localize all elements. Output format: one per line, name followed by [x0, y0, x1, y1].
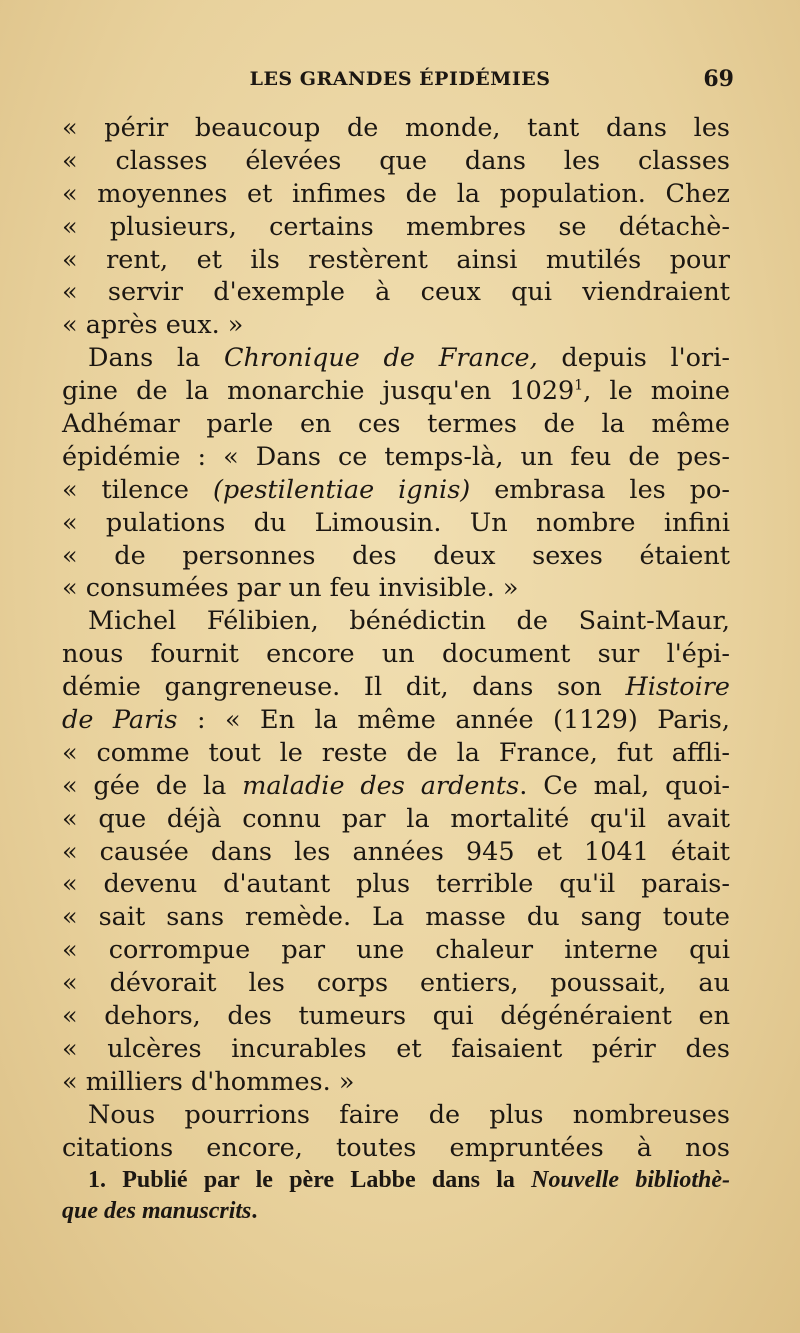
text-line: [62, 770, 730, 803]
text-line: « périr beaucoup de monde, tant dans les: [62, 113, 730, 143]
footnote-line: [62, 1165, 730, 1196]
text-line: « ulcères incurables et faisaient périr des: [62, 1033, 730, 1064]
text-run: « gée de la: [62, 770, 243, 801]
text-line: « servir d'exemple à ceux qui viendraient: [62, 277, 730, 308]
text-line: « corrompue par une chaleur interne qui: [62, 935, 730, 966]
text-run: embrasa les po-: [470, 474, 730, 505]
book-title-histoire-cont: de Paris: [62, 705, 178, 736]
cited-work-title: Nouvelle bibliothè-: [531, 1167, 730, 1193]
text-line: « moyennes et infimes de la population. Chez: [62, 178, 730, 209]
text-run: Dans la: [88, 343, 224, 374]
running-title: LES GRANDES ÉPIDÉMIES: [249, 68, 551, 90]
text-line: « causée dans les années 945 et 1041 était: [62, 836, 730, 867]
text-line: « après eux. »: [62, 310, 244, 341]
latin-term: (pestilentiae ignis): [212, 474, 471, 505]
text-line: « devenu d'autant plus terrible qu'il parais-: [62, 869, 730, 900]
text-line: Nous pourrions faire de plus nombreuses: [88, 1099, 730, 1130]
text-line: « dehors, des tumeurs qui dégénéraient en: [62, 1001, 730, 1032]
disease-name: maladie des ardents: [242, 770, 520, 801]
text-line: « plusieurs, certains membres se détachè-: [62, 211, 730, 242]
text-run: Publié par le père Labbe dans la: [106, 1167, 532, 1193]
text-line: épidémie : « Dans ce temps-là, un feu de pes-: [62, 441, 730, 472]
text-line: Michel Félibien, bénédictin de Saint-Maur,: [88, 606, 730, 637]
text-line: « comme tout le reste de la France, fut affli-: [62, 737, 730, 768]
text-line: [62, 671, 730, 704]
text-line: [62, 342, 730, 375]
text-line: nous fournit encore un document sur l'épi-: [62, 639, 730, 670]
text-run: « tilence: [62, 474, 213, 505]
text-line: « que déjà connu par la mortalité qu'il avait: [62, 803, 730, 834]
text-line: [62, 375, 730, 408]
text-line: « rent, et ils restèrent ainsi mutilés pour: [62, 244, 730, 275]
text-line: [62, 704, 730, 737]
text-line: « milliers d'hommes. »: [62, 1066, 355, 1097]
text-run: depuis l'ori-: [537, 343, 730, 374]
text-line: Adhémar parle en ces termes de la même: [62, 409, 730, 440]
text-run: : « En la même année (1129) Paris,: [177, 705, 730, 736]
text-line: « de personnes des deux sexes étaient: [62, 540, 730, 571]
text-run: . Ce mal, quoi-: [519, 770, 730, 801]
text-run: gine de la monarchie jusqu'en 1029: [62, 376, 575, 407]
text-run: démie gangreneuse. Il dit, dans son: [62, 672, 626, 703]
text-line: citations encore, toutes empruntées à nos: [62, 1132, 730, 1163]
text-line: « classes élevées que dans les classes: [62, 145, 730, 176]
footnote-line: [62, 1196, 730, 1227]
text-line: « dévorait les corps entiers, poussait, au: [62, 968, 730, 999]
footnote-reference: 1: [574, 377, 584, 394]
text-line: « sait sans remède. La masse du sang toute: [62, 902, 730, 933]
page-header: [60, 68, 740, 104]
book-title-chronique: Chronique de France,: [223, 343, 538, 374]
page-number: 69: [703, 66, 734, 92]
text-line: « pulations du Limousin. Un nombre infini: [62, 507, 730, 538]
main-text: [62, 112, 730, 1165]
cited-work-title-cont: que des manuscrits: [62, 1198, 252, 1224]
footnote: [62, 1165, 730, 1227]
book-title-histoire: Histoire: [625, 672, 730, 703]
text-run: .: [251, 1198, 258, 1224]
text-line: [62, 474, 730, 507]
text-run: , le moine: [583, 376, 730, 407]
footnote-marker: 1.: [88, 1167, 106, 1193]
text-line: « consumées par un feu invisible. »: [62, 573, 519, 604]
